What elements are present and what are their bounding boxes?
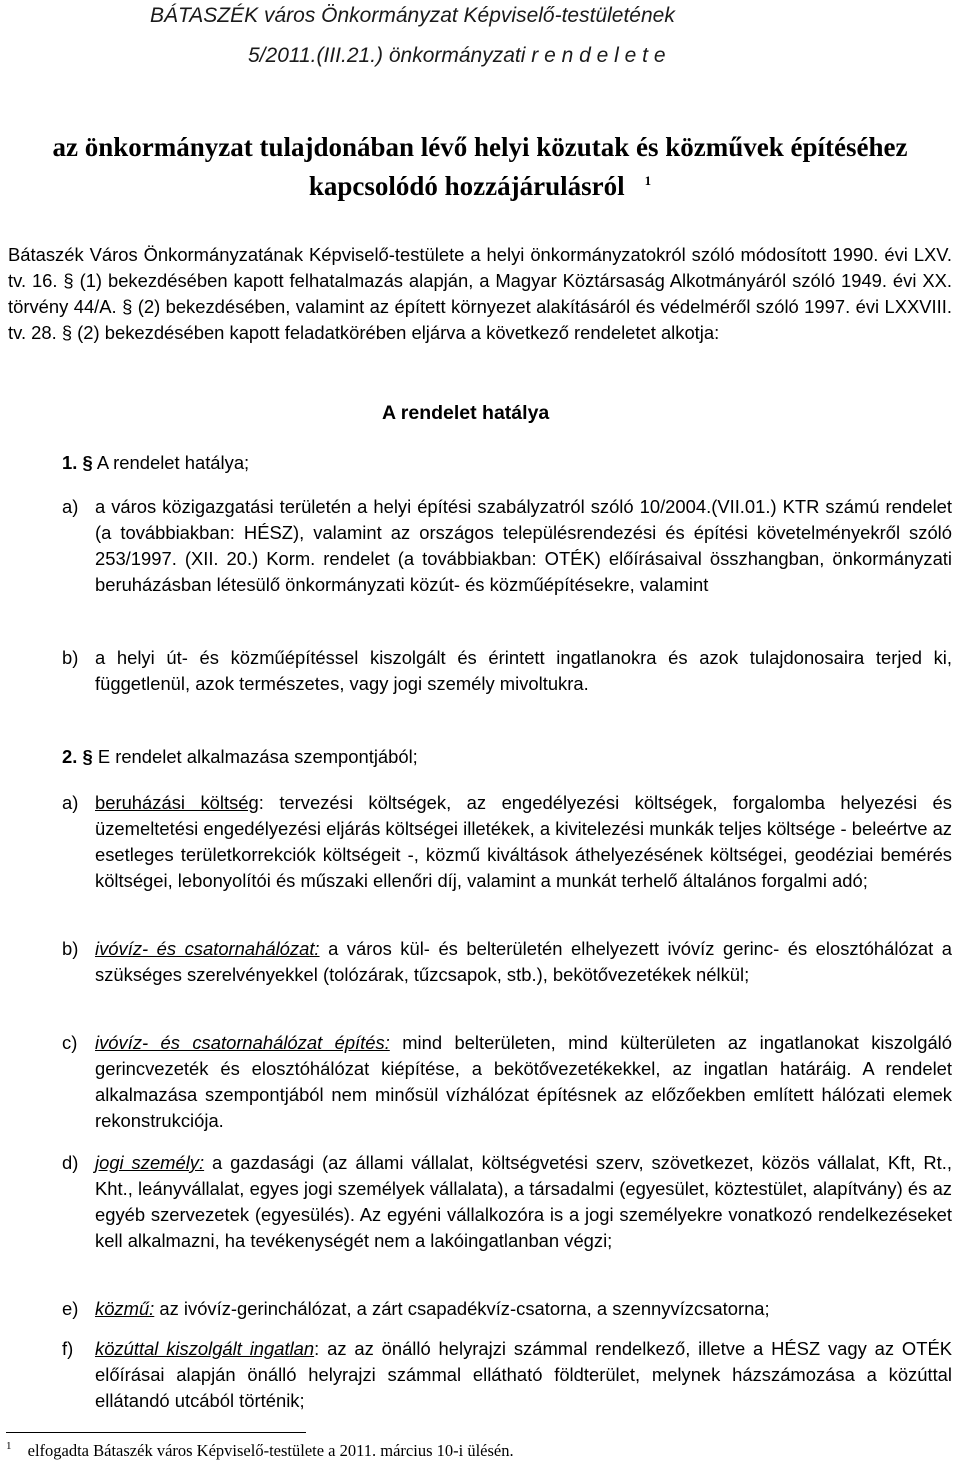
item-text: a város közigazgatási területén a helyi építési szabályzatról szóló 10/2004.(VII.01.) KTR számú rendelet (a továbbiakban: HÉSZ), valamint az országos településrendezési és építési követelményekről szóló 253/1997. (XII. 20.) Korm. rendelet (a továbbiakban: OTÉK) előírásaival összhangban, önkormányzati beruházásban létesülő önkormányzati közút- és közműépítésekre, valamint bbox=[95, 496, 952, 595]
defined-term: ivóvíz- és csatornahálózat építés: bbox=[95, 1032, 390, 1053]
item-text bbox=[95, 1296, 952, 1322]
item-label: b) bbox=[62, 938, 79, 959]
section-2-title: E rendelet alkalmazása szempontjából; bbox=[97, 746, 418, 767]
preamble-paragraph: Bátaszék Város Önkormányzatának Képviselő-testülete a helyi önkormányzatokról szóló módosított 1990. évi LXV. tv. 16. § (1) bekezdésében kapott felhatalmazás alapján, a Magyar Köztársaság Alkotmányáról szóló 1949. évi XX. törvény 44/A. § (2) bekezdésében, valamint az épített környezet alakításáról és védelméről szóló 1997. évi LXXVIII. tv. 28. § (2) bekezdésében kapott feladatkörében eljárva a következő rendeletet alkotja: bbox=[8, 244, 952, 343]
section-1-heading bbox=[62, 452, 249, 474]
item-label: a) bbox=[62, 792, 79, 813]
defined-term: jogi személy: bbox=[95, 1152, 205, 1173]
term-separator: : bbox=[314, 1338, 320, 1359]
footnote-text: elfogadta Bátaszék város Képviselő-testülete a 2011. március 10-i ülésén. bbox=[27, 1440, 514, 1460]
definition-text: a város kül- és belterületén elhelyezett ivóvíz gerinc- és elosztóhálózat a szükséges szerelvényekkel (tolózárak, tűzcsapok, stb.), bekötővezetékek nélkül; bbox=[95, 938, 952, 985]
item-label: c) bbox=[62, 1032, 78, 1053]
item-text bbox=[95, 936, 952, 988]
definition-item-a bbox=[0, 790, 960, 924]
decree-title-line2 bbox=[0, 164, 960, 203]
footnote-number: 1 bbox=[6, 1440, 12, 1452]
item-text bbox=[95, 1150, 952, 1254]
definition-text: az az önálló helyrajzi számmal rendelkező, illetve a HÉSZ vagy az OTÉK előírásai alapján önálló helyrajzi számmal ellátható földterület, melynek házszámozása a közúttal ellátandó utcából történik; bbox=[95, 1338, 952, 1411]
footnote-reference: 1 bbox=[644, 173, 652, 188]
section-2-heading bbox=[62, 746, 418, 768]
defined-term: közúttal kiszolgált ingatlan bbox=[95, 1338, 315, 1359]
definition-text: az ivóvíz-gerinchálózat, a zárt csapadékvíz-csatorna, a szennyvízcsatorna; bbox=[154, 1298, 770, 1319]
defined-term: beruházási költség bbox=[95, 792, 259, 813]
footnote-divider bbox=[6, 1432, 306, 1433]
definition-text: a gazdasági (az állami vállalat, költségvetési szerv, szövetkezet, közös vállalat, Kft, Rt., Kht., leányvállalat, egyes jogi személyek vállalata), a társadalmi (egyesület, köztestület, alapítvány) és az egyéb szervezetek (egyesülés). Az egyéni vállalkozóra is a jogi személyekre vonatkozó rendelkezéseket kell alkalmazni, ha tevékenységét nem a lakóingatlanban végzi; bbox=[95, 1152, 952, 1251]
decree-title bbox=[0, 130, 960, 203]
document-header-decree-number: 5/2011.(III.21.) önkormányzati r e n d e l e t e bbox=[248, 44, 666, 67]
section-sign: § bbox=[82, 452, 93, 473]
definition-text: mind belterületen, mind külterületen az ingatlanokat kiszolgáló gerincvezeték és elosztóhálózat kiépítése, a bekötővezetékekkel, az ingatlan határáig. A rendelet alkalmazása szempontjából nem minősül vízhálózat építésnek az előzőekben említett hálózati elemek rekonstrukciója. bbox=[95, 1032, 952, 1131]
decree-title-line2-text: kapcsolódó hozzájárulásról bbox=[308, 171, 625, 201]
item-label: a) bbox=[62, 496, 79, 517]
defined-term: közmű: bbox=[95, 1298, 155, 1319]
definition-item-e bbox=[0, 1296, 960, 1324]
item-text bbox=[95, 790, 952, 894]
item-text bbox=[95, 1030, 952, 1134]
item-text: a helyi út- és közműépítéssel kiszolgált és érintett ingatlanokra és azok tulajdonosaira terjed ki, függetlenül, azok természetes, vagy jogi személy mivoltukra. bbox=[95, 647, 952, 694]
item-label: d) bbox=[62, 1152, 79, 1173]
definition-item-d bbox=[0, 1150, 960, 1282]
section-heading: A rendelet hatálya bbox=[382, 402, 550, 424]
section-1-item-a bbox=[0, 494, 960, 628]
item-label: e) bbox=[62, 1298, 79, 1319]
section-1-item-b bbox=[0, 645, 960, 697]
definition-text: tervezési költségek, az engedélyezési költségek, forgalomba helyezési és üzemeltetési engedélyezési eljárás költségei illetékek, a kivitelezési munkák teljes költsége - beleértve az esetleges területkorrekciók költségeit -, közmű kiváltások áthelyezésének költségei, geodéziai bemérés költségei, lebonyolítói és műszaki ellenőri díj, valamint a munkát terhelő általános forgalmi adó; bbox=[95, 792, 952, 891]
item-label: f) bbox=[62, 1338, 74, 1359]
item-label: b) bbox=[62, 647, 79, 668]
section-sign: § bbox=[82, 746, 93, 767]
section-1-title: A rendelet hatálya; bbox=[96, 452, 250, 473]
defined-term: ivóvíz- és csatornahálózat: bbox=[95, 938, 320, 959]
document-header-issuer: BÁTASZÉK város Önkormányzat Képviselő-testületének bbox=[150, 4, 675, 27]
item-text bbox=[95, 1336, 952, 1414]
definition-item-b bbox=[0, 936, 960, 1016]
definition-item-c bbox=[0, 1030, 960, 1136]
decree-title-line1: az önkormányzat tulajdonában lévő helyi közutak és közművek építéséhez bbox=[52, 132, 908, 162]
definition-item-f bbox=[0, 1336, 960, 1416]
footnote bbox=[6, 1440, 514, 1461]
section-2-number: 2. bbox=[62, 746, 78, 767]
section-1-number: 1. bbox=[62, 452, 78, 473]
term-separator: : bbox=[258, 792, 264, 813]
